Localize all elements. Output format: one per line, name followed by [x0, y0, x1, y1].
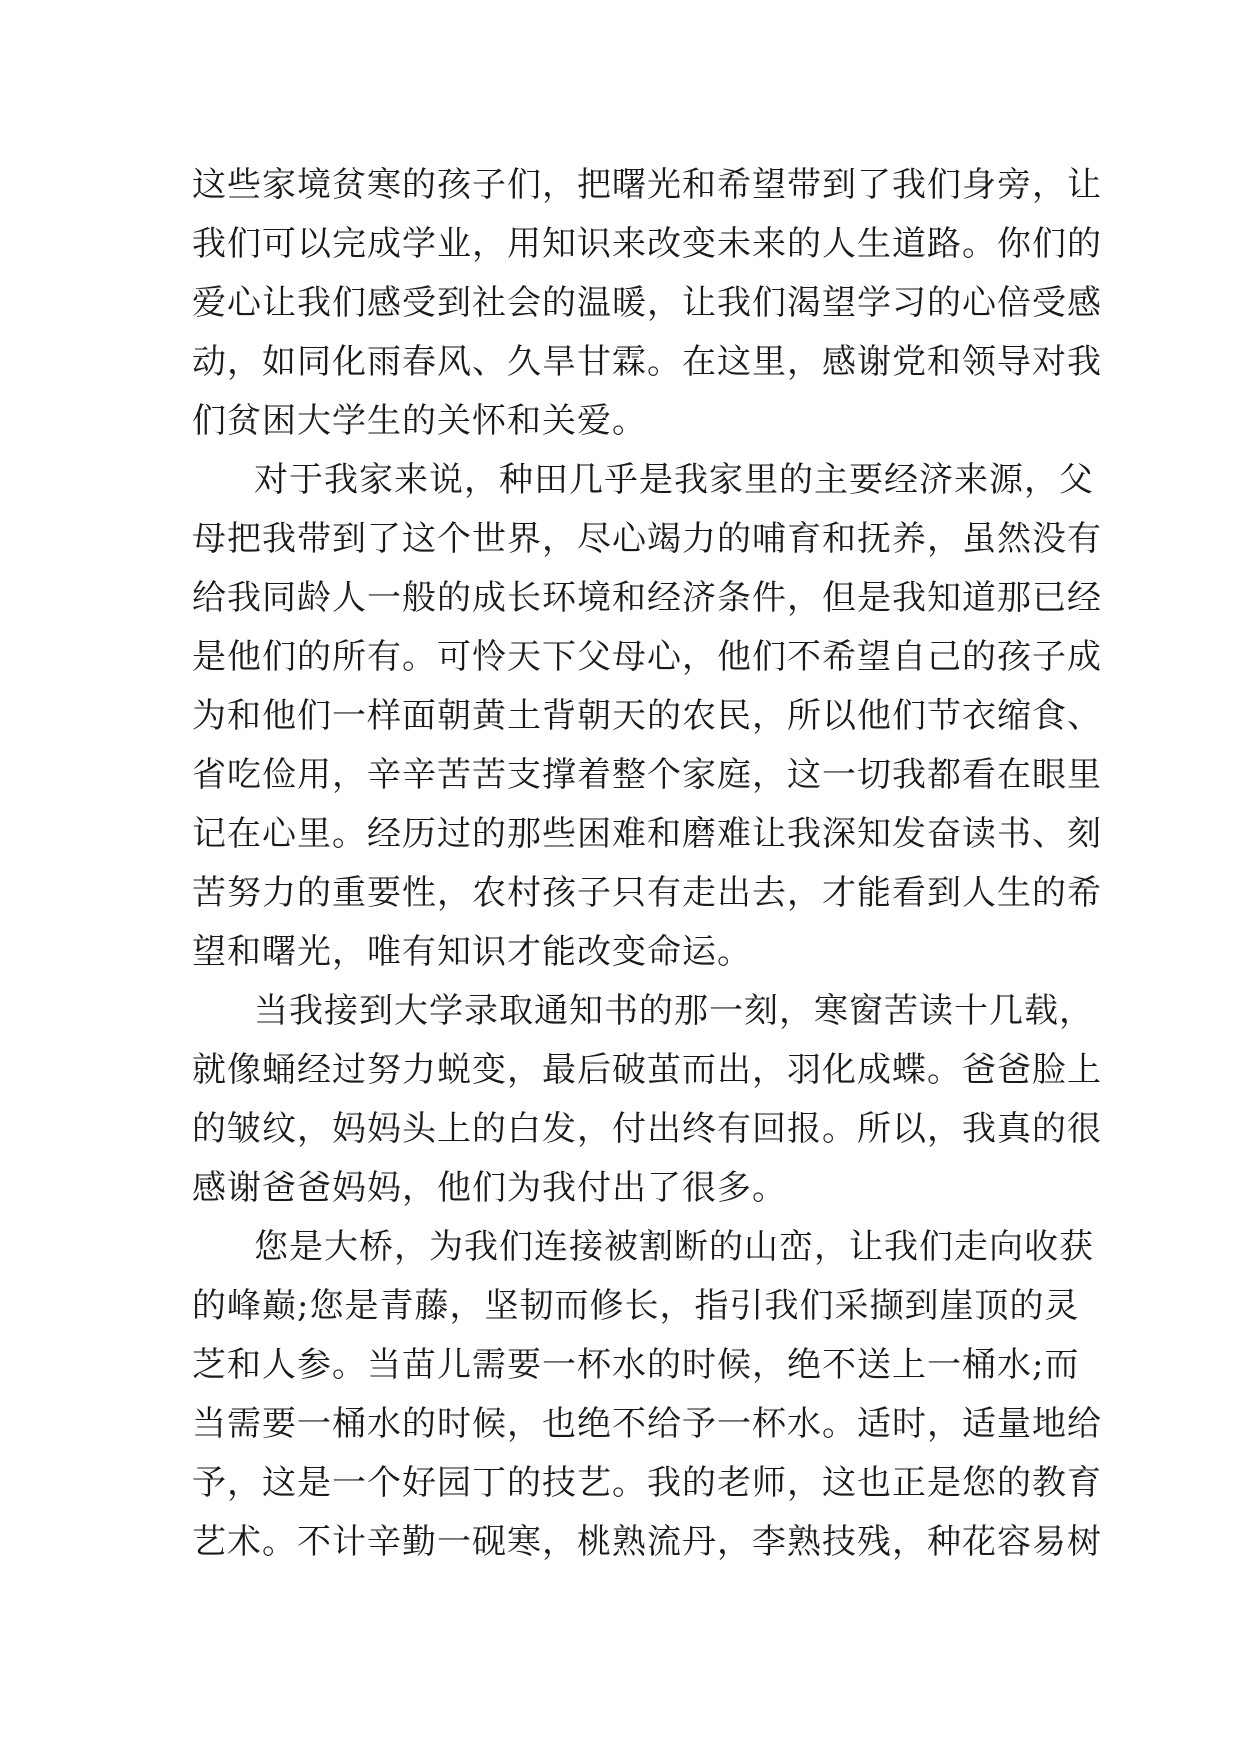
text-line: 我们可以完成学业，用知识来改变未来的人生道路。你们的 — [192, 224, 1102, 264]
text-line: 艺术。不计辛勤一砚寒，桃熟流丹，李熟技残，种花容易树 — [192, 1522, 1102, 1562]
body-text — [192, 156, 1102, 1572]
text-line: 当我接到大学录取通知书的那一刻，寒窗苦读十几载， — [254, 991, 1094, 1031]
text-line: 记在心里。经历过的那些困难和磨难让我深知发奋读书、刻 — [192, 814, 1102, 854]
text-line: 省吃俭用，辛辛苦苦支撑着整个家庭，这一切我都看在眼里 — [192, 755, 1102, 795]
text-line: 母把我带到了这个世界，尽心竭力的哺育和抚养，虽然没有 — [192, 519, 1102, 559]
text-line: 为和他们一样面朝黄土背朝天的农民，所以他们节衣缩食、 — [192, 696, 1102, 736]
text-line: 的皱纹，妈妈头上的白发，付出终有回报。所以，我真的很 — [192, 1109, 1102, 1149]
text-line: 动，如同化雨春风、久旱甘霖。在这里，感谢党和领导对我 — [192, 342, 1102, 382]
text-line: 对于我家来说，种田几乎是我家里的主要经济来源，父 — [254, 460, 1094, 500]
text-line: 您是大桥，为我们连接被割断的山峦，让我们走向收获 — [254, 1227, 1094, 1267]
text-line: 芝和人参。当苗儿需要一杯水的时候，绝不送上一桶水;而 — [192, 1345, 1080, 1385]
text-line: 望和曙光，唯有知识才能改变命运。 — [192, 932, 752, 972]
text-line: 感谢爸爸妈妈，他们为我付出了很多。 — [192, 1168, 787, 1208]
text-line: 们贫困大学生的关怀和关爱。 — [192, 401, 647, 441]
text-line: 给我同龄人一般的成长环境和经济条件，但是我知道那已经 — [192, 578, 1102, 618]
text-line: 就像蛹经过努力蜕变，最后破茧而出，羽化成蝶。爸爸脸上 — [192, 1050, 1102, 1090]
text-line: 当需要一桶水的时候，也绝不给予一杯水。适时，适量地给 — [192, 1404, 1102, 1444]
text-line: 爱心让我们感受到社会的温暖，让我们渴望学习的心倍受感 — [192, 283, 1102, 323]
text-line: 苦努力的重要性，农村孩子只有走出去，才能看到人生的希 — [192, 873, 1102, 913]
text-line: 予，这是一个好园丁的技艺。我的老师，这也正是您的教育 — [192, 1463, 1102, 1503]
text-line: 是他们的所有。可怜天下父母心，他们不希望自己的孩子成 — [192, 637, 1102, 677]
text-line: 这些家境贫寒的孩子们，把曙光和希望带到了我们身旁，让 — [192, 165, 1102, 205]
text-line: 的峰巅;您是青藤，坚韧而修长，指引我们采撷到崖顶的灵 — [192, 1286, 1080, 1326]
